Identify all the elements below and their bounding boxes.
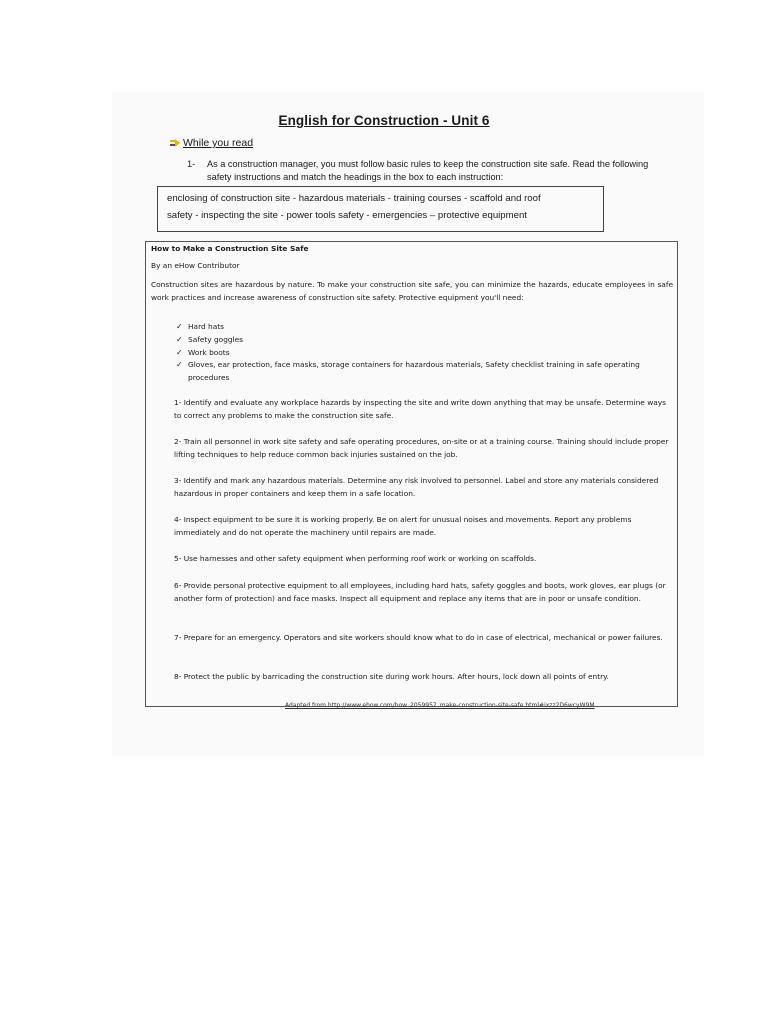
instruction-number: 1- [187,159,196,169]
section-heading-label: While you read [183,137,254,149]
section-heading [170,137,253,149]
checkmark-icon: ✓ [176,334,183,344]
list-item-text: Hard hats [188,322,224,331]
list-item [176,347,673,360]
instruction-text: As a construction manager, you must follow basic rules to keep the construction site safe. Read the following safety instructions and match the headings in the box to each instruction: [207,159,649,182]
arrow-bullet-icon [170,139,180,148]
checkmark-icon: ✓ [176,322,183,331]
headings-box [157,186,604,232]
headings-line-2: safety - inspecting the site - power tools safety - emergencies – protective equipment [167,210,527,221]
article-byline: By an eHow Contributor [151,261,240,270]
list-item [176,321,673,334]
step-3: 3- Identify and mark any hazardous materials. Determine any risk involved to personnel. Label and store any materials considered hazardous in proper containers and keep them in a safe location. [174,476,659,498]
list-item-text: Safety goggles [188,334,244,344]
step-6: 6- Provide personal protective equipment to all employees, including hard hats, safety goggles and boots, work gloves, ear plugs (or another form of protection) and face masks. Inspect all equipment and replace any items that are in poor or unsafe condition. [174,581,666,603]
step-4: 4- Inspect equipment to be sure it is working properly. Be on alert for unusual noises and movements. Report any problems immediately and do not operate the machinery until repairs are made. [174,515,632,537]
page-title: English for Construction - Unit 6 [278,113,490,128]
article-title: How to Make a Construction Site Safe [151,244,309,253]
step-7: 7- Prepare for an emergency. Operators and site workers should know what to do in case of electrical, mechanical or power failures. [174,633,663,642]
article-box [145,241,678,707]
list-item-text: Gloves, ear protection, face masks, storage containers for hazardous materials, Safety checklist training in safe operating procedures [188,360,640,383]
checkmark-icon: ✓ [176,347,183,357]
equipment-list [176,321,673,385]
step-8: 8- Protect the public by barricading the construction site during work hours. After hours, lock down all points of entry. [174,672,609,681]
source-link[interactable]: Adapted from http://www.ehow.com/how_2059957_make-construction-site-safe.html#ixzz2D6wcyW9M [285,702,595,709]
headings-line-1: enclosing of construction site - hazardous materials - training courses - scaffold and roof [167,193,541,204]
article-intro: Construction sites are hazardous by nature. To make your construction site safe, you can minimize the hazards, educate employees in safe work practices and increase awareness of construction site safety. Protective equipment you'll need: [151,280,673,302]
checkmark-icon: ✓ [176,360,183,370]
instruction [187,158,657,184]
list-item [176,359,673,385]
step-5: 5- Use harnesses and other safety equipment when performing roof work or working on scaffolds. [174,554,537,563]
step-2: 2- Train all personnel in work site safety and safe operating procedures, on-site or at a training course. Training should include proper lifting techniques to help reduce common back injuries sustained on the job. [174,437,669,459]
list-item [176,334,673,347]
list-item-text: Work boots [188,347,230,357]
step-1: 1- Identify and evaluate any workplace hazards by inspecting the site and write down anything that may be unsafe. Determine ways to correct any problems to make the construction site safe. [174,398,666,420]
